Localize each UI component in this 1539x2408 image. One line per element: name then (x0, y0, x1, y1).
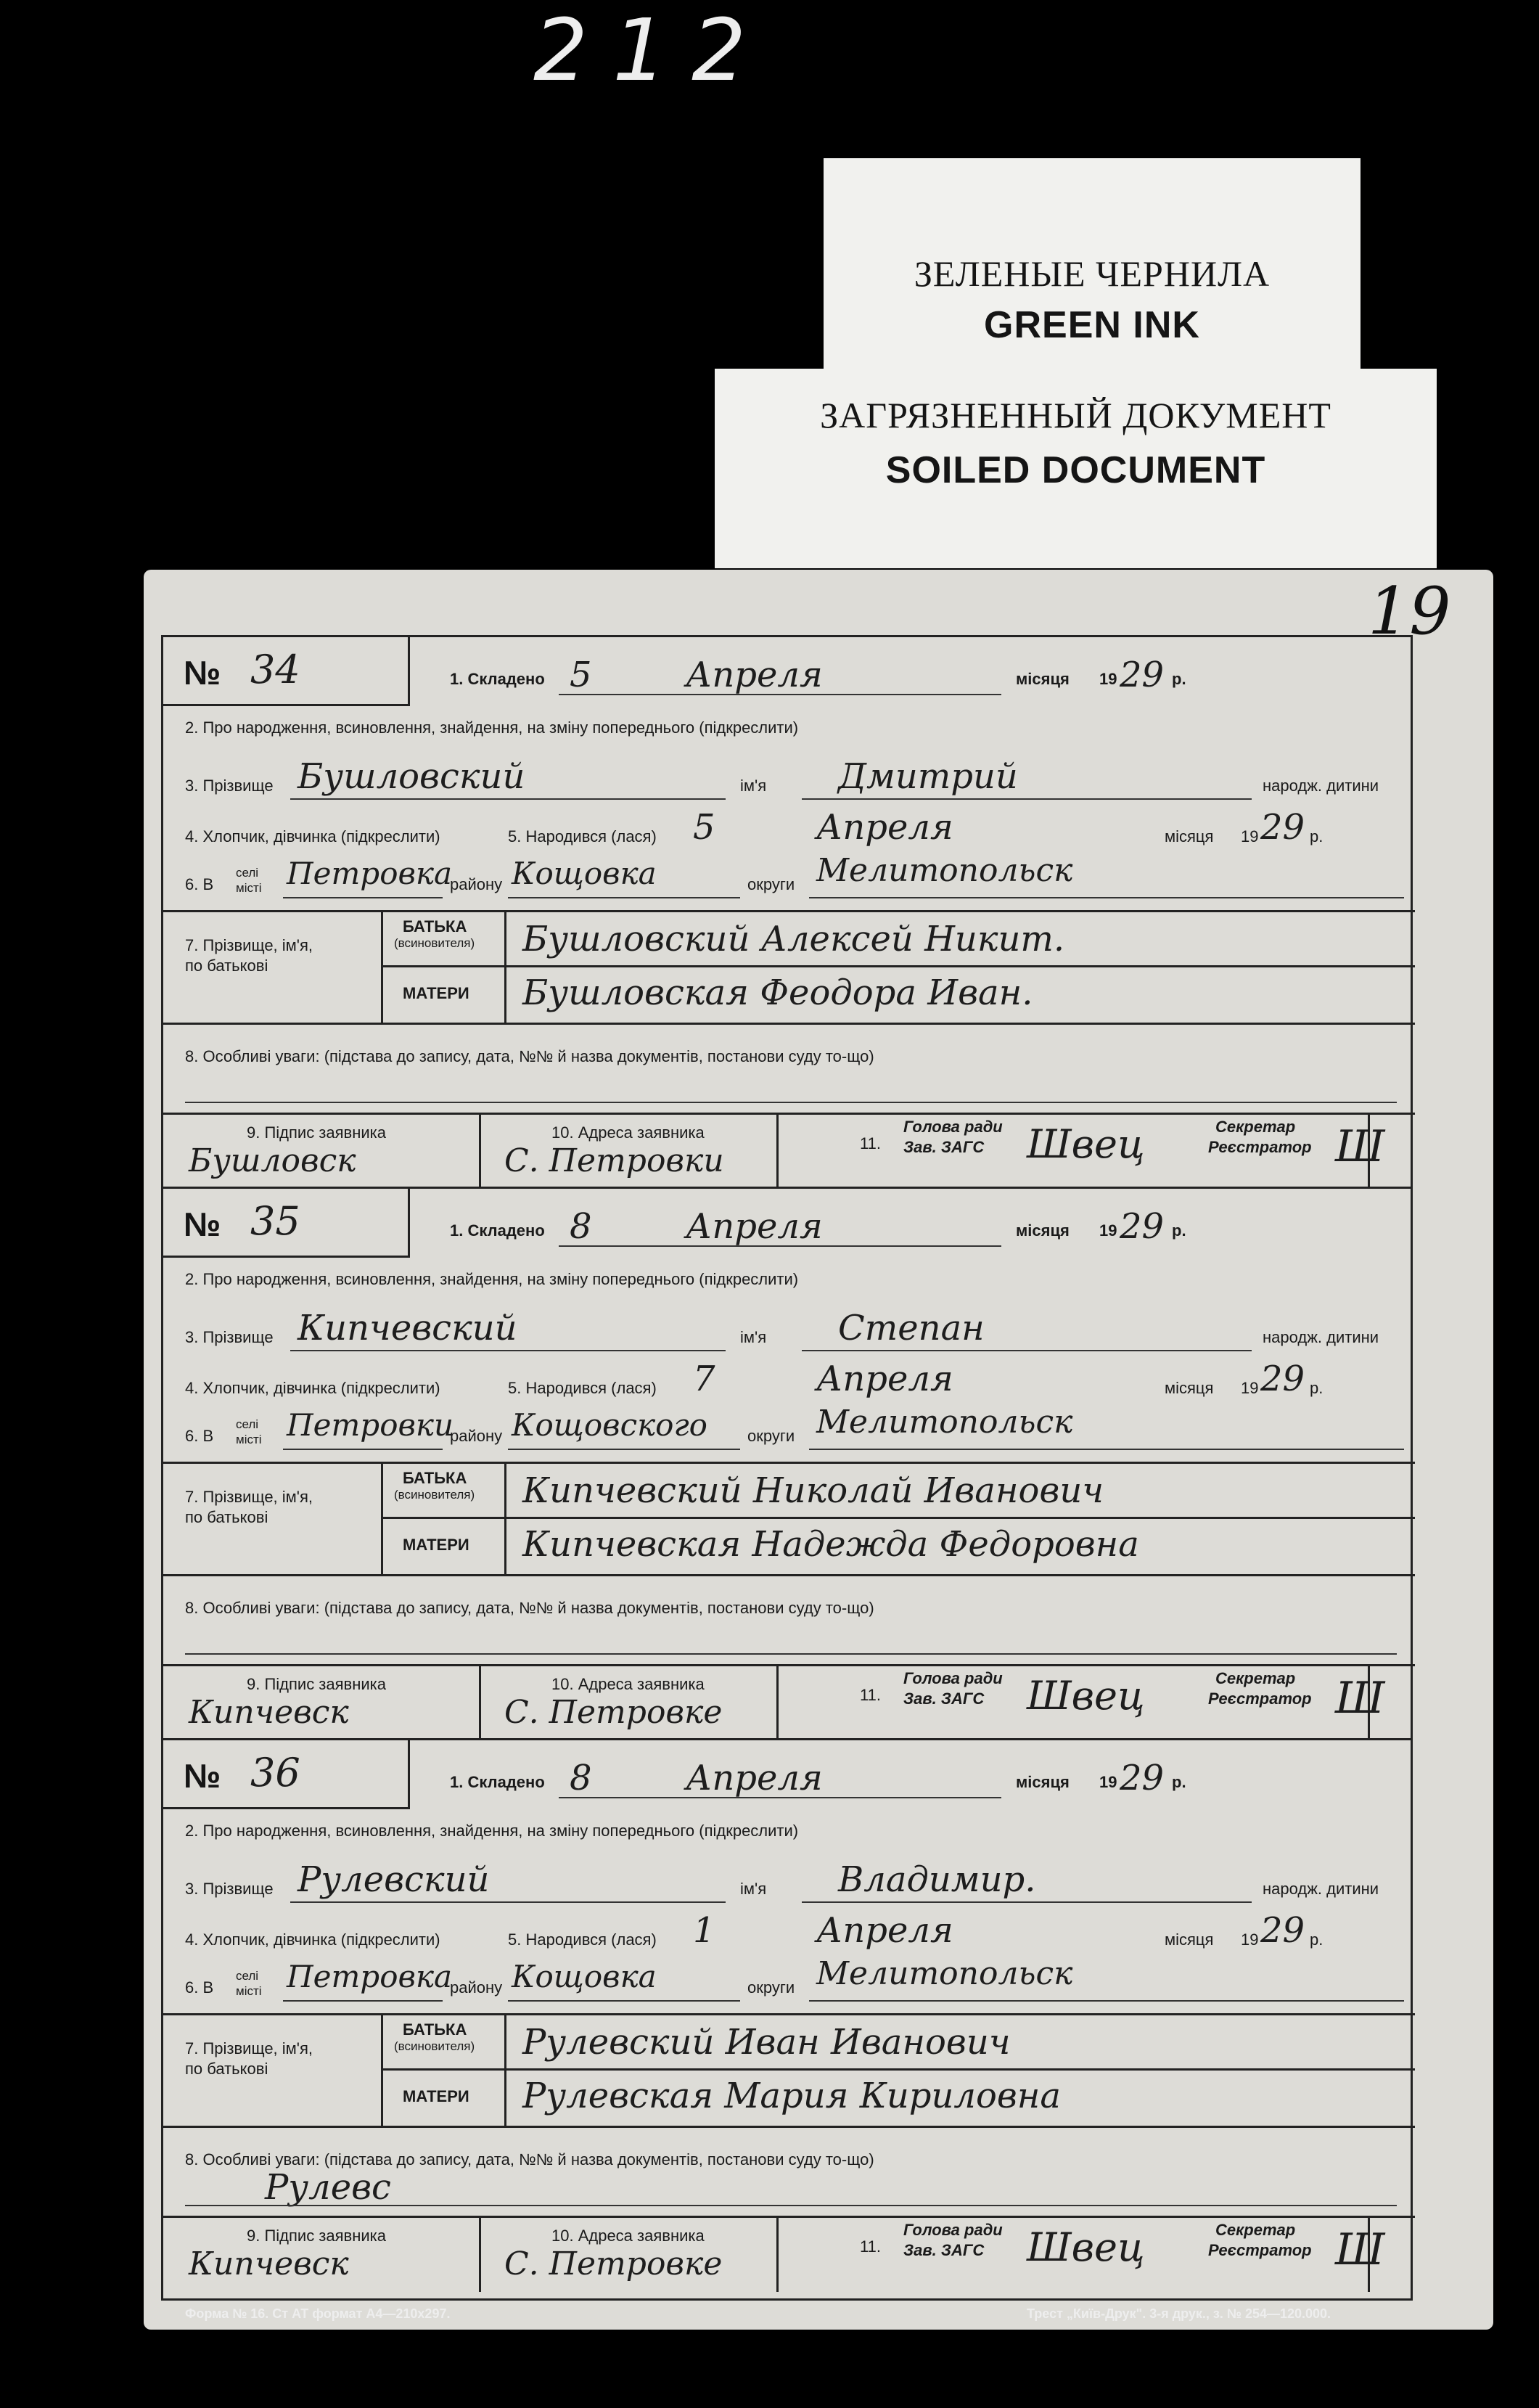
slip-soiled-ru: ЗАГРЯЗНЕННЫЙ ДОКУМЕНТ (820, 395, 1331, 435)
soiled-document-slip (715, 369, 1437, 568)
address-label: 10. Адреса заявника (551, 2227, 705, 2245)
entry-number: 34 (250, 647, 300, 692)
composed-day: 5 (570, 655, 592, 695)
father-value: Бушловский Алексей Никит. (522, 919, 1065, 959)
secretary-label: Секретар (1215, 2221, 1296, 2239)
green-ink-slip (824, 158, 1361, 376)
mother-label: МАТЕРИ (403, 2087, 469, 2105)
name-value: Степан (838, 1308, 985, 1348)
town-label: місті (236, 881, 262, 895)
year-prefix: 19 (1099, 1221, 1117, 1240)
okrug-label: округи (747, 875, 795, 893)
number-sign: № (184, 1205, 221, 1243)
composed-month: Апреля (686, 655, 823, 695)
name-label: ім'я (740, 777, 767, 795)
name-label: ім'я (740, 1328, 767, 1346)
born-year-prefix: 19 (1241, 827, 1259, 845)
composed-year: 29 (1120, 655, 1165, 695)
head-label: Голова ради (903, 1118, 1003, 1136)
born-year-prefix: 19 (1241, 1930, 1259, 1949)
secretary-signature: Ш (1335, 1121, 1385, 1172)
surname-label: 3. Прізвище (185, 1328, 274, 1346)
born-day: 1 (693, 1910, 715, 1951)
town-label: місті (236, 1433, 262, 1446)
born-month-label: місяця (1165, 1379, 1214, 1397)
number-sign: № (184, 654, 221, 692)
district-label: району (450, 1427, 503, 1445)
in-label: 6. В (185, 875, 214, 893)
parents-label-2: по батькові (185, 957, 268, 975)
notes-value: Рулевс (265, 2167, 391, 2208)
surname-label: 3. Прізвище (185, 777, 274, 795)
sign-label: 9. Підпис заявника (247, 1675, 387, 1693)
surname-value: Кипчевский (297, 1308, 517, 1348)
in-label: 6. В (185, 1427, 214, 1445)
zags-label: Зав. ЗАГС (903, 1690, 985, 1708)
okrug-value: Мелитопольск (816, 1955, 1073, 1992)
village-value: Петровка (287, 1959, 453, 1994)
district-label: району (450, 1978, 503, 1997)
year-prefix: 19 (1099, 1773, 1117, 1791)
born-month: Апреля (816, 1910, 953, 1951)
head-label: Голова ради (903, 2221, 1003, 2239)
entry-number-box (163, 1740, 410, 1809)
notes-label: 8. Особливі уваги: (підстава до запису, дата, №№ й назва документів, постанови суду то-що) (185, 2150, 874, 2169)
month-label: місяця (1016, 670, 1070, 688)
surname-label: 3. Прізвище (185, 1880, 274, 1898)
born-year: 29 (1260, 1359, 1305, 1399)
register-entry-34 (163, 637, 1411, 1189)
father-label: БАТЬКА (403, 917, 467, 935)
parents-label: 7. Прізвище, ім'я, (185, 936, 313, 954)
r-label: р. (1172, 1773, 1186, 1791)
applicant-address: С. Петровки (504, 1142, 724, 1179)
page-number: 19 (1368, 573, 1451, 650)
notes-label: 8. Особливі уваги: (підстава до запису, дата, №№ й назва документів, постанови суду то-що) (185, 1599, 874, 1617)
born-r-label: р. (1310, 827, 1323, 845)
secretary-signature: Ш (1335, 1673, 1385, 1724)
about-label: 2. Про народження, всиновлення, знайдення, на зміну попереднього (підкреслити) (185, 1822, 799, 1840)
composed-year: 29 (1120, 1758, 1165, 1798)
born-r-label: р. (1310, 1930, 1323, 1949)
born-day: 5 (693, 807, 715, 848)
okrug-label: округи (747, 1427, 795, 1445)
mother-value: Кипчевская Надежда Федоровна (522, 1524, 1139, 1565)
register-entry-35 (163, 1189, 1411, 1740)
father-value: Рулевский Иван Иванович (522, 2022, 1011, 2063)
surname-value: Рулевский (297, 1859, 490, 1900)
born-label: 5. Народився (лася) (508, 1930, 657, 1949)
number-sign: № (184, 1757, 221, 1795)
composed-day: 8 (570, 1206, 592, 1247)
surname-value: Бушловский (297, 756, 525, 797)
sign-label: 9. Підпис заявника (247, 1123, 387, 1142)
village-label: селі (236, 1969, 259, 1983)
mother-value: Бушловская Феодора Иван. (522, 972, 1033, 1013)
year-prefix: 19 (1099, 670, 1117, 688)
composed-label: 1. Складено (450, 1773, 545, 1791)
born-year-prefix: 19 (1241, 1379, 1259, 1397)
born-day: 7 (693, 1359, 715, 1399)
notes-label: 8. Особливі уваги: (підстава до запису, дата, №№ й назва документів, постанови суду то-що) (185, 1047, 874, 1065)
mother-label: МАТЕРИ (403, 1536, 469, 1554)
born-month-label: місяця (1165, 827, 1214, 845)
father-value: Кипчевский Николай Иванович (522, 1470, 1104, 1511)
secretary-label: Секретар (1215, 1669, 1296, 1687)
parents-label-2: по батькові (185, 2060, 268, 2078)
in-label: 6. В (185, 1978, 214, 1997)
name-value: Дмитрий (838, 756, 1018, 797)
district-label: району (450, 875, 503, 893)
zags-label: Зав. ЗАГС (903, 1138, 985, 1156)
archive-number: 212 (533, 0, 771, 100)
father-sub-label: (всиновителя) (394, 1488, 475, 1502)
address-label: 10. Адреса заявника (551, 1123, 705, 1142)
month-label: місяця (1016, 1221, 1070, 1240)
composed-month: Апреля (686, 1206, 823, 1247)
gender-label: 4. Хлопчик, дівчинка (підкреслити) (185, 1930, 440, 1949)
father-label: БАТЬКА (403, 2020, 467, 2039)
head-signature: Швец (1027, 1673, 1145, 1719)
name-label: ім'я (740, 1880, 767, 1898)
town-label: місті (236, 1984, 262, 1998)
head-signature: Швец (1027, 2224, 1145, 2270)
parents-label: 7. Прізвище, ім'я, (185, 1488, 313, 1506)
secretary-label: Секретар (1215, 1118, 1296, 1136)
child-label: народж. дитини (1263, 1880, 1379, 1898)
registrar-label: Реєстратор (1208, 1138, 1312, 1156)
child-label: народж. дитини (1263, 1328, 1379, 1346)
applicant-address: С. Петровке (504, 2245, 723, 2282)
zags-label: Зав. ЗАГС (903, 2241, 985, 2259)
parents-label-2: по батькові (185, 1508, 268, 1526)
village-label: селі (236, 1417, 259, 1431)
sign-label: 9. Підпис заявника (247, 2227, 387, 2245)
gender-label: 4. Хлопчик, дівчинка (підкреслити) (185, 827, 440, 845)
mother-value: Рулевская Мария Кириловна (522, 2076, 1062, 2116)
district-value: Кощовского (512, 1407, 707, 1443)
village-value: Петровка (287, 856, 453, 891)
born-label: 5. Народився (лася) (508, 827, 657, 845)
parents-label: 7. Прізвище, ім'я, (185, 2039, 313, 2057)
head-signature: Швец (1027, 1121, 1145, 1167)
applicant-sign: Кипчевск (189, 1694, 349, 1731)
village-label: селі (236, 866, 259, 880)
father-sub-label: (всиновителя) (394, 936, 475, 950)
composed-year: 29 (1120, 1206, 1165, 1247)
slip-ink-en: GREEN INK (984, 304, 1200, 346)
entry-number: 36 (250, 1750, 300, 1795)
register-form (161, 635, 1413, 2301)
footer-printer-note: Трест „Київ-Друк". 3-я друк., з. № 254—120.000. (1027, 2306, 1331, 2321)
registrar-label: Реєстратор (1208, 1690, 1312, 1708)
about-label: 2. Про народження, всиновлення, знайдення, на зміну попереднього (підкреслити) (185, 1270, 799, 1288)
applicant-sign: Кипчевск (189, 2245, 349, 2282)
r-label: р. (1172, 670, 1186, 688)
slip-ink-ru: ЗЕЛЕНЫЕ ЧЕРНИЛА (914, 253, 1271, 294)
registrar-label: Реєстратор (1208, 2241, 1312, 2259)
composed-label: 1. Складено (450, 1221, 545, 1240)
eleven-label: 11. (860, 1134, 881, 1152)
applicant-sign: Бушловск (189, 1142, 356, 1179)
month-label: місяця (1016, 1773, 1070, 1791)
composed-label: 1. Складено (450, 670, 545, 688)
born-r-label: р. (1310, 1379, 1323, 1397)
composed-month: Апреля (686, 1758, 823, 1798)
slip-soiled-en: SOILED DOCUMENT (885, 449, 1266, 491)
born-year: 29 (1260, 807, 1305, 848)
village-value: Петровки (287, 1407, 454, 1443)
name-value: Владимир. (838, 1859, 1036, 1900)
okrug-value: Мелитопольск (816, 1404, 1073, 1441)
born-year: 29 (1260, 1910, 1305, 1951)
applicant-address: С. Петровке (504, 1694, 723, 1731)
child-label: народж. дитини (1263, 777, 1379, 795)
eleven-label: 11. (860, 2237, 881, 2256)
okrug-value: Мелитопольск (816, 852, 1073, 889)
entry-number-box (163, 637, 410, 706)
father-sub-label: (всиновителя) (394, 2039, 475, 2053)
born-month: Апреля (816, 1359, 953, 1399)
born-month: Апреля (816, 807, 953, 848)
entry-number: 35 (250, 1198, 300, 1244)
head-label: Голова ради (903, 1669, 1003, 1687)
about-label: 2. Про народження, всиновлення, знайдення, на зміну попереднього (підкреслити) (185, 718, 799, 737)
gender-label: 4. Хлопчик, дівчинка (підкреслити) (185, 1379, 440, 1397)
secretary-signature: Ш (1335, 2224, 1385, 2275)
r-label: р. (1172, 1221, 1186, 1240)
eleven-label: 11. (860, 1686, 881, 1704)
district-value: Кощовка (512, 1959, 657, 1994)
born-label: 5. Народився (лася) (508, 1379, 657, 1397)
footer-form-note: Форма № 16. Ст АТ формат А4—210x297. (185, 2306, 451, 2321)
okrug-label: округи (747, 1978, 795, 1997)
father-label: БАТЬКА (403, 1469, 467, 1487)
address-label: 10. Адреса заявника (551, 1675, 705, 1693)
entry-number-box (163, 1189, 410, 1258)
register-entry-36 (163, 1740, 1411, 2292)
composed-day: 8 (570, 1758, 592, 1798)
mother-label: МАТЕРИ (403, 984, 469, 1002)
district-value: Кощовка (512, 856, 657, 891)
born-month-label: місяця (1165, 1930, 1214, 1949)
